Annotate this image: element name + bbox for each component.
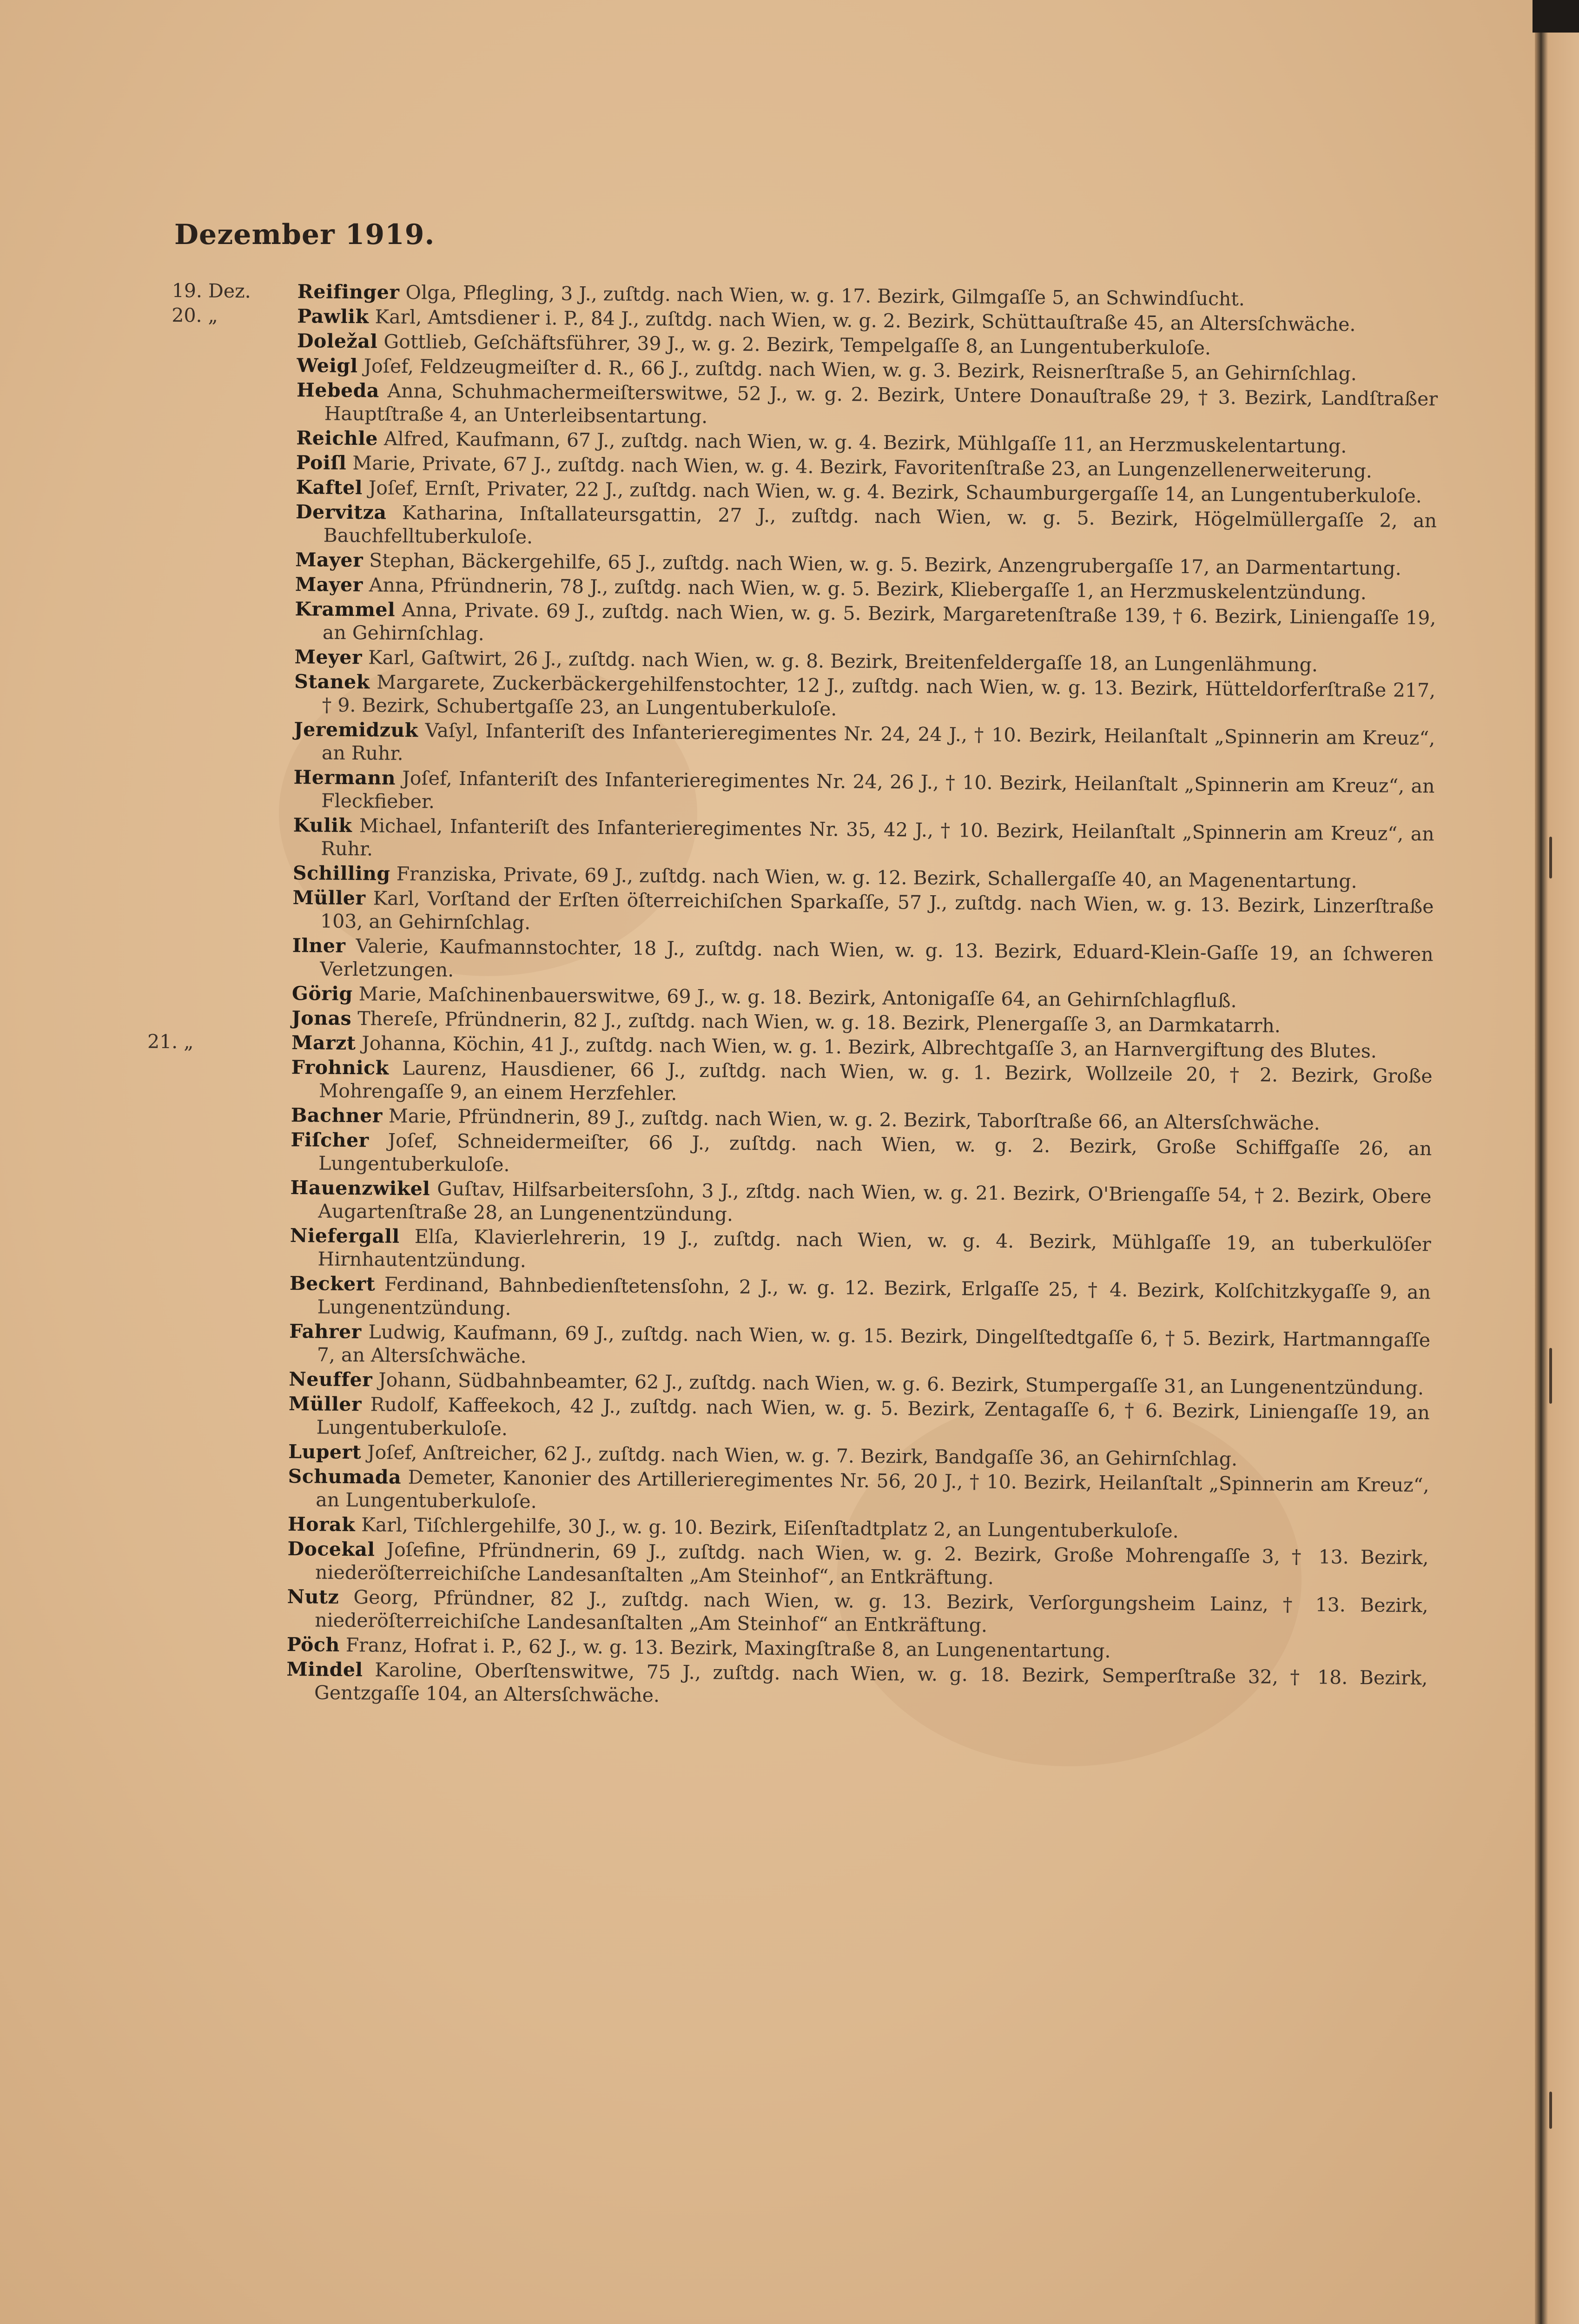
entry-date: 19. Dez.: [172, 279, 251, 303]
entry-surname: Horak: [287, 1513, 356, 1536]
register-entry: [164, 1319, 1431, 1375]
register-entry: [170, 499, 1437, 555]
entry-text: [292, 934, 1434, 989]
entry-details: Elſa, Klavierlehrerin, 19 J., zuſtdg. nach Wien, w. g. 4. Bezirk, Mühlgaſſe 19, an tuberkulöſer Hirnhautentzündung.: [317, 1225, 1431, 1272]
entry-text: [291, 1128, 1432, 1183]
entry-date: [171, 425, 287, 426]
entry-surname: Pöch: [286, 1633, 340, 1656]
entry-details: Gottlieb, Geſchäftsführer, 39 J., w. g. 2. Bezirk, Tempelgaſſe 8, an Lungentuberkuloſe.: [383, 330, 1211, 359]
entry-surname: Jeremidzuk: [294, 718, 418, 742]
binding-mark: [1549, 1348, 1552, 1404]
entry-date: [163, 1391, 279, 1392]
register-entry: [169, 669, 1436, 725]
entry-date: [168, 765, 284, 766]
register-entry: [166, 933, 1434, 989]
entry-surname: Stanek: [294, 670, 370, 693]
entry-text: [294, 670, 1436, 725]
register-entry: [164, 1223, 1431, 1279]
entry-date: [165, 1175, 281, 1176]
entry-details: Rudolf, Kaffeekoch, 42 J., zuſtdg. nach Wien, w. g. 5. Bezirk, Zentagaſſe 6, † 6. Bezirk, Liniengaſſe 19, an Lungentuberkuloſe.: [316, 1393, 1430, 1440]
entry-text: [287, 1537, 1429, 1592]
entry-date: [165, 1223, 281, 1224]
entry-date: 21. „: [147, 1030, 194, 1053]
register-entry: [165, 1055, 1433, 1111]
binding-mark: [1549, 837, 1552, 878]
entry-date: [170, 547, 286, 548]
entry-text: [290, 1224, 1431, 1279]
entry-details: Johann, Südbahnbeamter, 62 J., zuſtdg. nach Wien, w. g. 6. Bezirk, Stumpergaſſe 31, an Lungenentzündung.: [378, 1368, 1424, 1400]
entry-date: [170, 596, 286, 597]
entry-date: [171, 377, 287, 378]
entry-surname: Doležal: [297, 330, 378, 353]
entry-surname: Mayer: [295, 548, 363, 572]
entry-date: [170, 572, 286, 573]
entry-details: Marie, Private, 67 J., zuſtdg. nach Wien, w. g. 4. Bezirk, Favoritenſtraße 23, an Lungenzellenerweiterung.: [352, 452, 1373, 482]
entry-details: Karl, Gaſtwirt, 26 J., zuſtdg. nach Wien, w. g. 8. Bezirk, Breitenfeldergaſſe 18, an Lungenlähmung.: [368, 646, 1318, 676]
entry-date: [169, 669, 285, 670]
register-entry: [168, 717, 1435, 773]
entry-surname: Müller: [288, 1393, 362, 1416]
entry-details: Ludwig, Kaufmann, 69 J., zuſtdg. nach Wien, w. g. 15. Bezirk, Dingelſtedtgaſſe 6, † 5. Bezirk, Hartmanngaſſe 7, an Altersſchwäche.: [317, 1320, 1431, 1368]
entry-details: Vaſyl, Infanteriſt des Infanterieregimentes Nr. 24, 24 J., † 10. Bezirk, Heilanſtalt „Spinnerin am Kreuz“, an Ruhr.: [321, 719, 1435, 765]
entry-surname: Schumada: [288, 1465, 402, 1488]
register-entry: [169, 596, 1436, 653]
entry-details: Karl, Amtsdiener i. P., 84 J., zuſtdg. nach Wien, w. g. 2. Bezirk, Schüttauſtraße 45, an Altersſchwäche.: [375, 305, 1356, 336]
entry-date: [166, 1005, 283, 1006]
entry-date: [162, 1536, 278, 1537]
entry-date: [166, 1055, 282, 1056]
register-entry: [171, 377, 1438, 434]
entry-surname: Lupert: [288, 1440, 362, 1464]
entry-details: Joſefine, Pfründnerin, 69 J., zuſtdg. nach Wien, w. g. 2. Bezirk, Große Mohrengaſſe 3, † 13. Bezirk, niederöſterreichiſche Landesanſtalten „Am Steinhof“, an Entkräftung.: [315, 1538, 1429, 1589]
entry-details: Marie, Pfründnerin, 89 J., zuſtdg. nach Wien, w. g. 2. Bezirk, Taborſtraße 66, an Altersſchwäche.: [388, 1104, 1320, 1135]
entry-text: [287, 1585, 1428, 1640]
register-entry: [162, 1536, 1429, 1592]
entry-details: Marie, Maſchinenbauerswitwe, 69 J., w. g. 18. Bezirk, Antonigaſſe 64, an Gehirnſchlagfluß.: [358, 983, 1237, 1012]
entry-surname: Mindel: [286, 1658, 363, 1681]
entry-surname: Fiſcher: [291, 1129, 369, 1152]
entry-details: Franziska, Private, 69 J., zuſtdg. nach Wien, w. g. 12. Bezirk, Schallergaſſe 40, an Magenentartung.: [396, 862, 1357, 893]
register-entry: [161, 1584, 1428, 1640]
register-entry: [165, 1175, 1432, 1231]
register-entry: [167, 812, 1434, 869]
entry-details: Anna, Schuhmachermeiſterswitwe, 52 J., w. g. 2. Bezirk, Untere Donauſtraße 29, † 3. Bezirk, Landſtraßer Hauptſtraße 4, an Unterleibsentartung.: [324, 379, 1438, 428]
register-entry: [161, 1657, 1428, 1713]
entry-details: Johanna, Köchin, 41 J., zuſtdg. nach Wien, w. g. 1. Bezirk, Albrechtgaſſe 3, an Harnvergiftung des Blutes.: [362, 1032, 1377, 1063]
entry-date: [166, 981, 283, 982]
entry-surname: Görig: [291, 982, 353, 1005]
entry-surname: Schilling: [292, 862, 390, 885]
entry-text: [292, 886, 1434, 941]
register-entry: [165, 1127, 1432, 1183]
entry-surname: Beckert: [289, 1272, 376, 1295]
death-register-list: [147, 279, 1439, 1714]
entry-date: [168, 812, 284, 813]
entry-text: [288, 1465, 1429, 1520]
entry-details: Karl, Tiſchlergehilfe, 30 J., w. g. 10. Bezirk, Eiſenſtadtplatz 2, an Lungentuberkuloſe.: [361, 1513, 1179, 1543]
entry-details: Ferdinand, Bahnbedienſtetensſohn, 2 J., w. g. 12. Bezirk, Erlgaſſe 25, † 4. Bezirk, Kolſchitzkygaſſe 9, an Lungenentzündung.: [317, 1273, 1431, 1320]
entry-text: [289, 1272, 1431, 1327]
entry-surname: Pawlik: [297, 305, 369, 328]
entry-details: Franz, Hofrat i. P., 62 J., w. g. 13. Bezirk, Maxingſtraße 8, an Lungenentartung.: [345, 1634, 1111, 1662]
entry-details: Karoline, Oberſtenswitwe, 75 J., zuſtdg. nach Wien, w. g. 18. Bezirk, Semperſtraße 32, † 18. Bezirk, Gentzgaſſe 104, an Altersſchwäche.: [314, 1658, 1428, 1707]
register-entry: [168, 765, 1435, 821]
entry-details: Joſef, Ernſt, Privater, 22 J., zuſtdg. nach Wien, w. g. 4. Bezirk, Schaumburgergaſſe 14, an Lungentuberkuloſe.: [368, 476, 1422, 508]
entry-surname: Marzt: [291, 1031, 356, 1055]
entry-details: Katharina, Inſtallateursgattin, 27 J., zuſtdg. nach Wien, w. g. 5. Bezirk, Högelmüllergaſſe 2, an Bauchfelltuberkuloſe.: [323, 501, 1437, 548]
entry-date: [167, 860, 284, 861]
entry-text: [295, 500, 1437, 555]
entry-details: Demeter, Kanonier des Artillerieregimentes Nr. 56, 20 J., † 10. Bezirk, Heilanſtalt „Spinnerin am Kreuz“, an Lungentuberkuloſe.: [316, 1466, 1429, 1513]
entry-details: Olga, Pflegling, 3 J., zuſtdg. nach Wien, w. g. 17. Bezirk, Gilmgaſſe 5, an Schwindſucht.: [405, 281, 1245, 310]
entry-details: Guſtav, Hilfsarbeitersſohn, 3 J., zſtdg. nach Wien, w. g. 21. Bezirk, O'Briengaſſe 54, † 2. Bezirk, Obere Augartenſtraße 28, an Lungenentzündung.: [318, 1177, 1432, 1226]
entry-surname: Reifinger: [297, 280, 400, 304]
entry-date: [167, 885, 284, 886]
entry-surname: Müller: [292, 886, 366, 910]
register-entry: [163, 1391, 1430, 1447]
entry-surname: Nutz: [287, 1585, 339, 1608]
binding-mark: [1549, 2092, 1552, 2129]
entry-date: [165, 1127, 282, 1128]
scan-edge: [1533, 0, 1579, 33]
entry-surname: Hermann: [293, 766, 396, 789]
entry-text: [297, 378, 1438, 434]
entry-details: Joſef, Anſtreicher, 62 J., zuſtdg. nach Wien, w. g. 7. Bezirk, Bandgaſſe 36, an Gehirnſchlag.: [367, 1441, 1238, 1471]
entry-date: [169, 644, 285, 645]
entry-date: [169, 717, 285, 718]
entry-text: [291, 1056, 1433, 1111]
page-gutter: [1535, 0, 1579, 2324]
entry-text: [286, 1657, 1428, 1713]
entry-details: Laurenz, Hausdiener, 66 J., zuſtdg. nach Wien, w. g. 1. Bezirk, Wollzeile 20, † 2. Bezirk, Große Mohrengaſſe 9, an einem Herzfehler.: [319, 1056, 1433, 1105]
entry-details: Anna, Private. 69 J., zuſtdg. nach Wien, w. g. 5. Bezirk, Margaretenſtraße 139, † 6. Bezirk, Liniengaſſe 19, an Gehirnſchlag.: [322, 598, 1436, 645]
entry-text: [294, 718, 1435, 773]
entry-surname: Docekal: [287, 1538, 375, 1561]
entry-surname: Bachner: [291, 1104, 383, 1127]
entry-details: Anna, Pfründnerin, 78 J., zuſtdg. nach Wien, w. g. 5. Bezirk, Kliebergaſſe 1, an Herzmuskelentzündung.: [369, 574, 1367, 604]
entry-date: [171, 450, 287, 451]
entry-details: Alfred, Kaufmann, 67 J., zuſtdg. nach Wien, w. g. 4. Bezirk, Mühlgaſſe 11, an Herzmuskelentartung.: [383, 427, 1347, 457]
entry-surname: Frohnick: [291, 1056, 389, 1079]
entry-details: Joſef, Feldzeugmeiſter d. R., 66 J., zuſtdg. nach Wien, w. g. 3. Bezirk, Reisnerſtraße 5, an Gehirnſchlag.: [363, 355, 1357, 385]
register-entry: [162, 1464, 1429, 1520]
entry-details: Georg, Pfründner, 82 J., zuſtdg. nach Wien, w. g. 13. Bezirk, Verſorgungsheim Lainz, † 13. Bezirk, niederöſterreichiſche Landesanſtalten „Am Steinhof“ an Entkräftung.: [315, 1586, 1428, 1637]
entry-text: [288, 1392, 1430, 1447]
entry-date: [164, 1319, 280, 1320]
entry-details: Margarete, Zuckerbäckergehilfenstochter, 12 J., zuſtdg. nach Wien, w. g. 13. Bezirk, Hütteldorferſtraße 217, † 9. Bezirk, Schubertgaſſe 23, an Lungentuberkuloſe.: [322, 671, 1436, 720]
entry-details: Thereſe, Pfründnerin, 82 J., zuſtdg. nach Wien, w. g. 18. Bezirk, Plenergaſſe 3, an Darmkatarrh.: [357, 1007, 1281, 1037]
entry-surname: Kulik: [293, 814, 352, 837]
register-entry: [167, 885, 1434, 941]
entry-details: Karl, Vorſtand der Erſten öſterreichiſchen Sparkaſſe, 57 J., zuſtdg. nach Wien, w. g. 13. Bezirk, Linzerſtraße 103, an Gehirnſchlag.: [320, 887, 1434, 934]
entry-date: [167, 933, 283, 934]
entry-details: Valerie, Kaufmannstochter, 18 J., zuſtdg. nach Wien, w. g. 13. Bezirk, Eduard-Klein-Gaſſe 19, an ſchweren Verletzungen.: [320, 935, 1434, 981]
entry-surname: Ilner: [292, 934, 346, 957]
entry-date: [163, 1464, 279, 1465]
entry-details: Michael, Infanteriſt des Infanterieregimentes Nr. 35, 42 J., † 10. Bezirk, Heilanſtalt „Spinnerin am Kreuz“, an Ruhr.: [321, 814, 1434, 860]
entry-text: [289, 1320, 1431, 1375]
entry-text: [293, 813, 1434, 869]
entry-details: Joſef, Schneidermeiſter, 66 J., zuſtdg. nach Wien, w. g. 2. Bezirk, Große Schiffgaſſe 26, an Lungentuberkuloſe.: [318, 1129, 1432, 1176]
entry-date: [163, 1439, 279, 1440]
entry-surname: Dervitza: [295, 501, 387, 524]
entry-surname: Jonas: [291, 1007, 352, 1030]
entry-date: [161, 1632, 277, 1633]
entry-text: [293, 766, 1435, 821]
entry-surname: Mayer: [295, 573, 363, 596]
entry-surname: Weigl: [297, 354, 358, 377]
entry-surname: Hauenzwikel: [290, 1176, 430, 1200]
entry-date: 20. „: [172, 304, 218, 327]
entry-surname: Kaftel: [296, 476, 363, 499]
entry-date: [162, 1584, 278, 1585]
entry-surname: Niefergall: [290, 1224, 400, 1248]
register-entry: [164, 1271, 1431, 1327]
entry-date: [172, 328, 288, 329]
entry-surname: Reichle: [296, 427, 378, 450]
page-heading: Dezember 1919.: [174, 218, 435, 251]
entry-date: [172, 353, 288, 354]
entry-text: [295, 597, 1436, 653]
entry-surname: Krammel: [295, 598, 396, 621]
entry-date: [164, 1271, 280, 1272]
entry-surname: Hebeda: [296, 379, 380, 402]
entry-details: Stephan, Bäckergehilfe, 65 J., zuſtdg. nach Wien, w. g. 5. Bezirk, Anzengrubergaſſe 17, an Darmentartung.: [369, 549, 1401, 580]
entry-date: [170, 499, 286, 500]
entry-surname: Meyer: [294, 646, 363, 669]
entry-surname: Neuffer: [289, 1368, 373, 1391]
entry-surname: Fahrer: [289, 1320, 362, 1343]
entry-surname: Poiſl: [296, 451, 347, 474]
entry-text: [290, 1176, 1432, 1231]
entry-details: Joſef, Infanteriſt des Infanterieregimentes Nr. 24, 26 J., † 10. Bezirk, Heilanſtalt „Spinnerin am Kreuz“, an Fleckfieber.: [321, 766, 1435, 813]
